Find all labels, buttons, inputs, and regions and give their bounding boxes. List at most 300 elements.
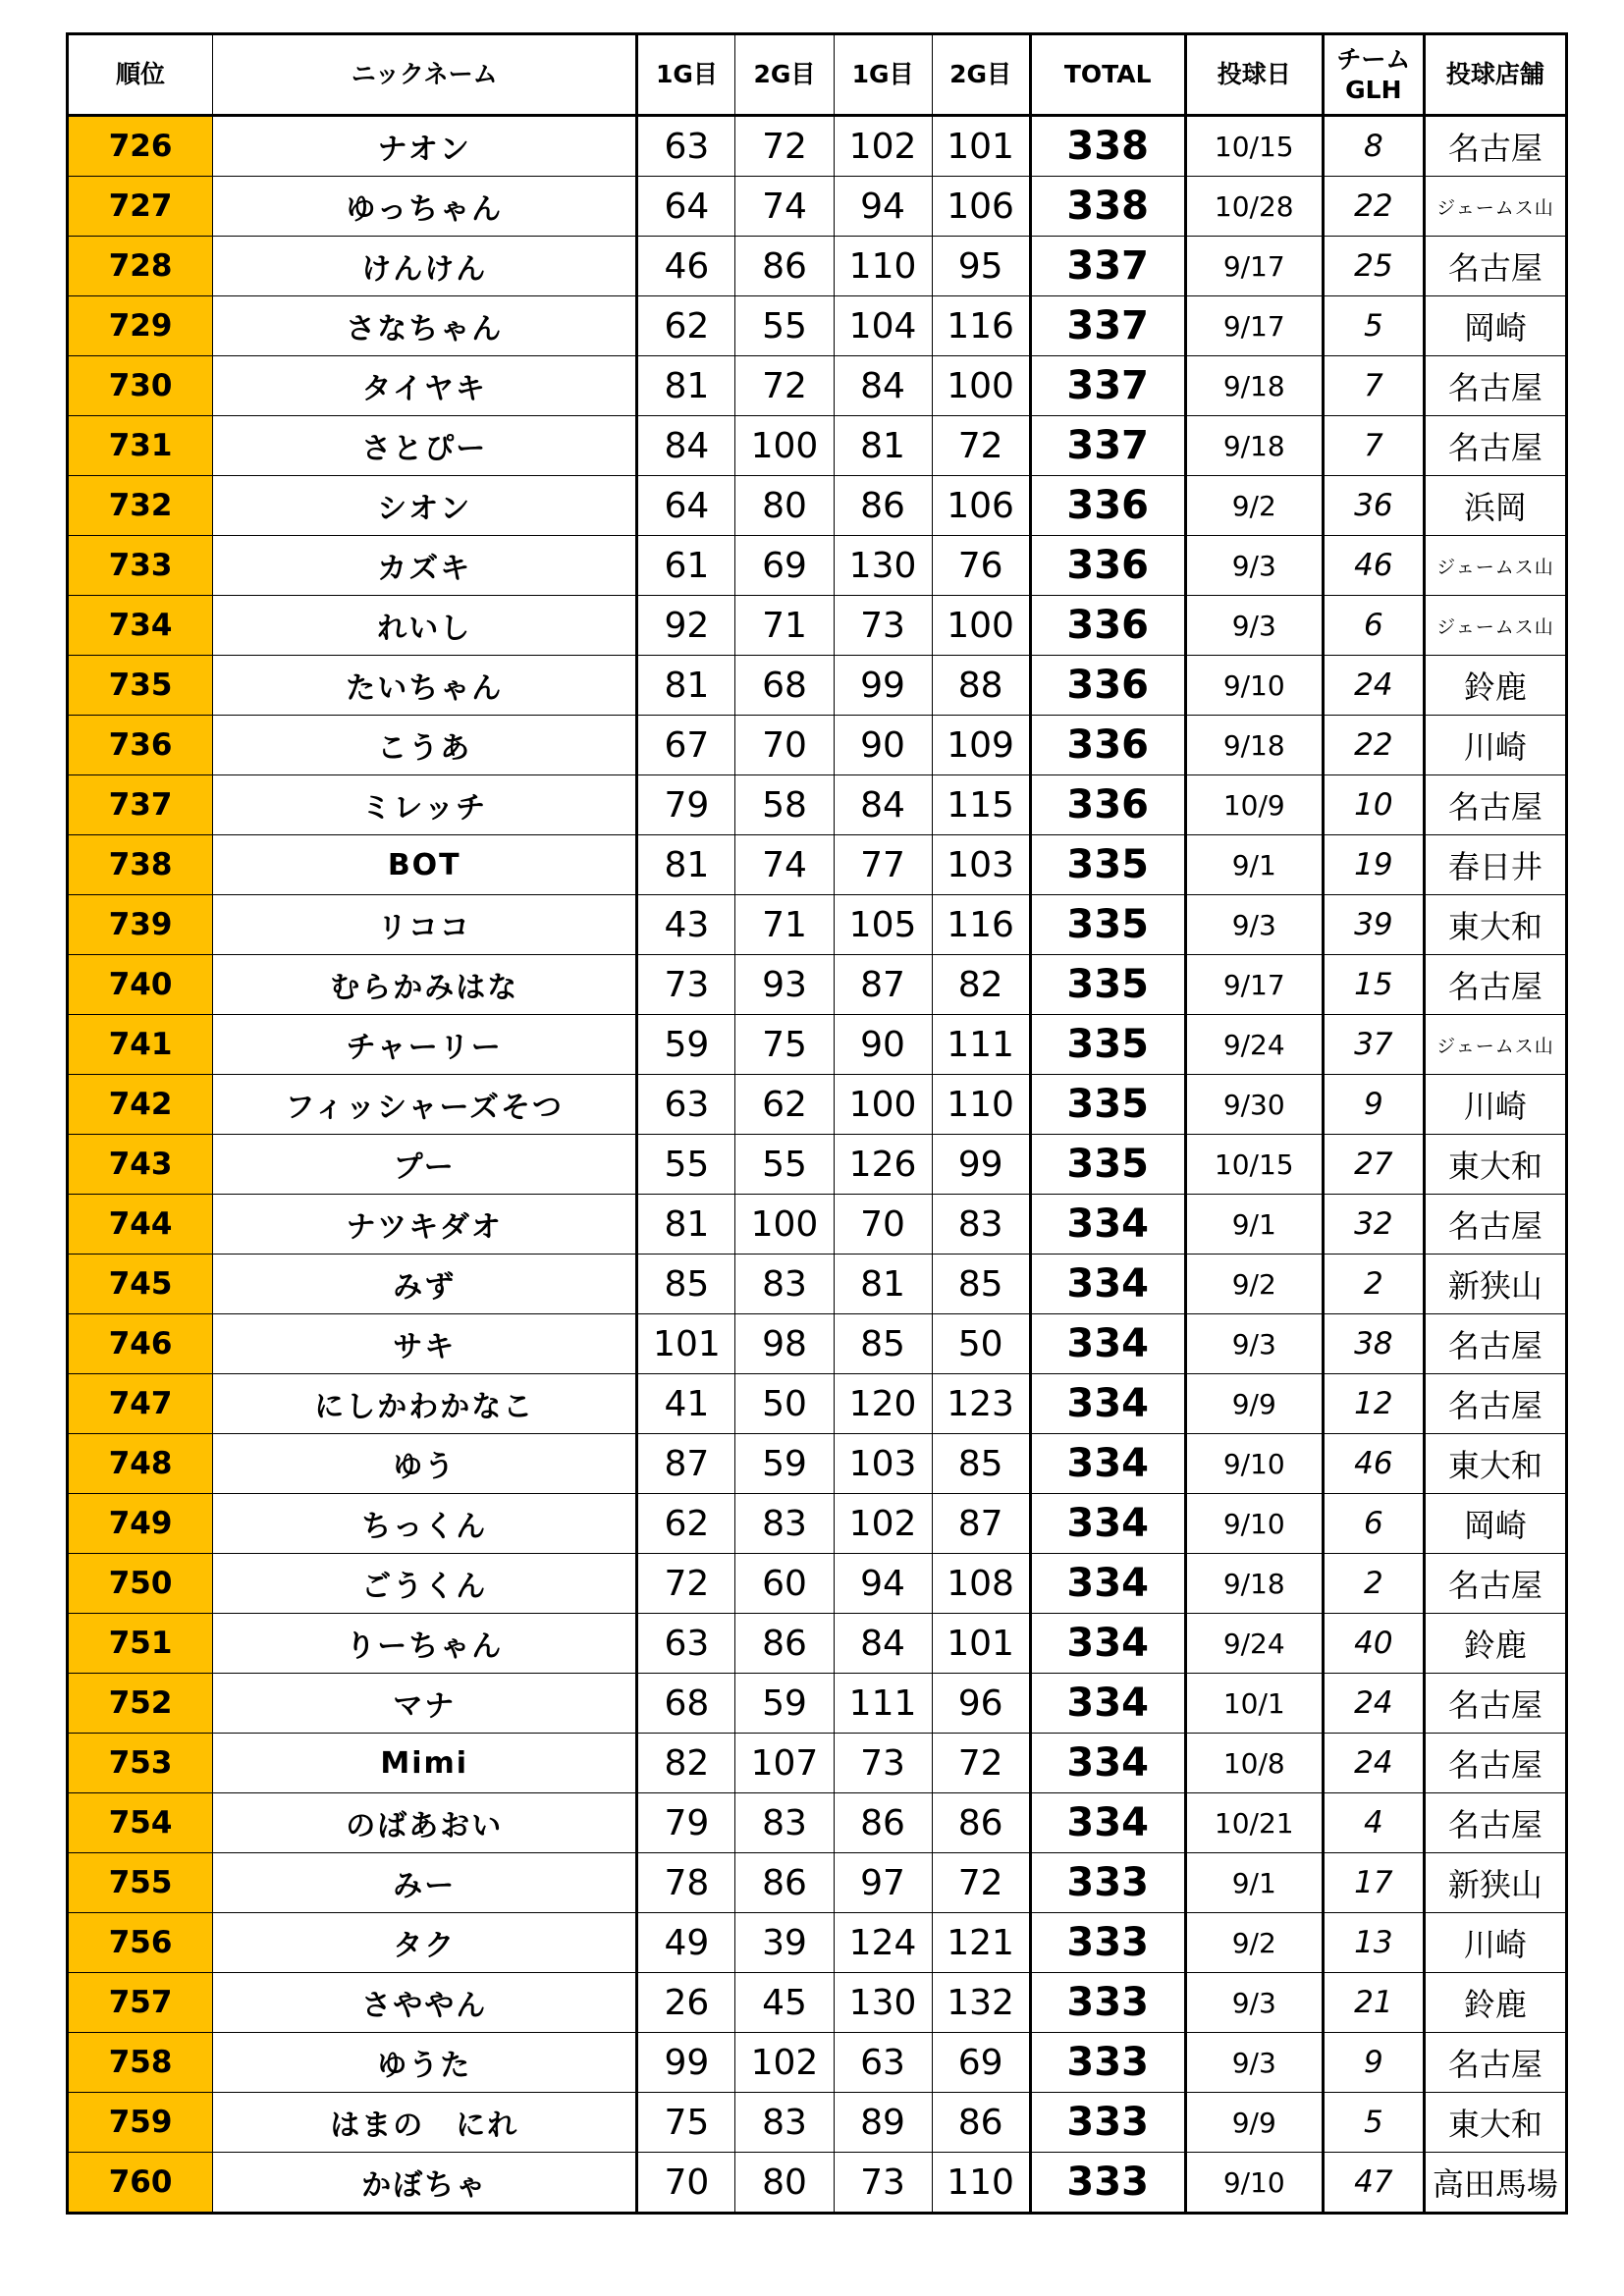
game1b-cell: 102 bbox=[834, 116, 932, 177]
game2a-cell: 72 bbox=[735, 116, 834, 177]
table-row bbox=[68, 596, 1567, 656]
game2b-cell: 100 bbox=[932, 596, 1030, 656]
total-cell: 337 bbox=[1030, 356, 1185, 416]
game1a-cell: 70 bbox=[637, 2153, 735, 2214]
table-row bbox=[68, 1434, 1567, 1494]
date-cell: 9/3 bbox=[1185, 2033, 1323, 2093]
game2b-cell: 101 bbox=[932, 116, 1030, 177]
store-cell: 岡崎 bbox=[1424, 296, 1566, 356]
rank-cell: 741 bbox=[68, 1015, 213, 1075]
date-cell: 9/10 bbox=[1185, 1434, 1323, 1494]
table-row bbox=[68, 1793, 1567, 1853]
game2a-cell: 59 bbox=[735, 1674, 834, 1734]
game1b-cell: 99 bbox=[834, 656, 932, 716]
table-row bbox=[68, 2093, 1567, 2153]
date-cell: 9/17 bbox=[1185, 296, 1323, 356]
game1b-cell: 84 bbox=[834, 356, 932, 416]
team-cell: 19 bbox=[1323, 835, 1424, 895]
total-cell: 333 bbox=[1030, 1853, 1185, 1913]
total-cell: 336 bbox=[1030, 476, 1185, 536]
game2a-cell: 69 bbox=[735, 536, 834, 596]
table-row bbox=[68, 416, 1567, 476]
total-cell: 336 bbox=[1030, 716, 1185, 775]
game2a-cell: 50 bbox=[735, 1374, 834, 1434]
rank-cell: 760 bbox=[68, 2153, 213, 2214]
table-row bbox=[68, 955, 1567, 1015]
game2b-cell: 85 bbox=[932, 1434, 1030, 1494]
nickname-cell: ゆう bbox=[213, 1434, 637, 1494]
total-cell: 333 bbox=[1030, 2033, 1185, 2093]
team-cell: 4 bbox=[1323, 1793, 1424, 1853]
game1b-cell: 94 bbox=[834, 177, 932, 237]
game1b-cell: 86 bbox=[834, 476, 932, 536]
game1b-cell: 84 bbox=[834, 1614, 932, 1674]
game2b-cell: 111 bbox=[932, 1015, 1030, 1075]
nickname-cell: ミレッチ bbox=[213, 775, 637, 835]
game2a-cell: 71 bbox=[735, 596, 834, 656]
store-cell: 新狭山 bbox=[1424, 1853, 1566, 1913]
nickname-cell: カズキ bbox=[213, 536, 637, 596]
store-cell: 東大和 bbox=[1424, 1135, 1566, 1195]
header-game1a: 1G目 bbox=[637, 34, 735, 116]
nickname-cell: タク bbox=[213, 1913, 637, 1973]
nickname-cell: リココ bbox=[213, 895, 637, 955]
nickname-cell: シオン bbox=[213, 476, 637, 536]
rank-cell: 731 bbox=[68, 416, 213, 476]
table-row bbox=[68, 1075, 1567, 1135]
game1b-cell: 87 bbox=[834, 955, 932, 1015]
store-cell: 名古屋 bbox=[1424, 775, 1566, 835]
game2a-cell: 74 bbox=[735, 835, 834, 895]
total-cell: 334 bbox=[1030, 1314, 1185, 1374]
team-cell: 22 bbox=[1323, 177, 1424, 237]
date-cell: 9/18 bbox=[1185, 356, 1323, 416]
game1b-cell: 90 bbox=[834, 1015, 932, 1075]
total-cell: 337 bbox=[1030, 237, 1185, 296]
total-cell: 333 bbox=[1030, 1973, 1185, 2033]
nickname-cell: Mimi bbox=[213, 1734, 637, 1793]
ranking-table bbox=[66, 32, 1568, 2215]
game2a-cell: 75 bbox=[735, 1015, 834, 1075]
game1b-cell: 104 bbox=[834, 296, 932, 356]
table-body bbox=[68, 116, 1567, 2214]
team-cell: 24 bbox=[1323, 1734, 1424, 1793]
game2a-cell: 86 bbox=[735, 1853, 834, 1913]
date-cell: 9/1 bbox=[1185, 1195, 1323, 1255]
team-cell: 8 bbox=[1323, 116, 1424, 177]
rank-cell: 726 bbox=[68, 116, 213, 177]
total-cell: 334 bbox=[1030, 1554, 1185, 1614]
store-cell: ジェームス山 bbox=[1424, 1015, 1566, 1075]
rank-cell: 746 bbox=[68, 1314, 213, 1374]
game2b-cell: 123 bbox=[932, 1374, 1030, 1434]
game1a-cell: 82 bbox=[637, 1734, 735, 1793]
date-cell: 9/18 bbox=[1185, 1554, 1323, 1614]
game1a-cell: 67 bbox=[637, 716, 735, 775]
game2b-cell: 110 bbox=[932, 2153, 1030, 2214]
table-row bbox=[68, 1674, 1567, 1734]
game2b-cell: 72 bbox=[932, 416, 1030, 476]
game2b-cell: 103 bbox=[932, 835, 1030, 895]
date-cell: 10/8 bbox=[1185, 1734, 1323, 1793]
game1b-cell: 105 bbox=[834, 895, 932, 955]
game1a-cell: 84 bbox=[637, 416, 735, 476]
date-cell: 10/9 bbox=[1185, 775, 1323, 835]
rank-cell: 747 bbox=[68, 1374, 213, 1434]
nickname-cell: サキ bbox=[213, 1314, 637, 1374]
game1a-cell: 46 bbox=[637, 237, 735, 296]
team-cell: 2 bbox=[1323, 1554, 1424, 1614]
team-cell: 15 bbox=[1323, 955, 1424, 1015]
date-cell: 10/28 bbox=[1185, 177, 1323, 237]
store-cell: 鈴鹿 bbox=[1424, 1973, 1566, 2033]
nickname-cell: さなちゃん bbox=[213, 296, 637, 356]
nickname-cell: むらかみはな bbox=[213, 955, 637, 1015]
table-row bbox=[68, 716, 1567, 775]
store-cell: 名古屋 bbox=[1424, 237, 1566, 296]
game1b-cell: 89 bbox=[834, 2093, 932, 2153]
total-cell: 335 bbox=[1030, 1075, 1185, 1135]
nickname-cell: BOT bbox=[213, 835, 637, 895]
game1a-cell: 63 bbox=[637, 116, 735, 177]
rank-cell: 748 bbox=[68, 1434, 213, 1494]
game1a-cell: 72 bbox=[637, 1554, 735, 1614]
total-cell: 334 bbox=[1030, 1674, 1185, 1734]
game1b-cell: 73 bbox=[834, 2153, 932, 2214]
total-cell: 336 bbox=[1030, 536, 1185, 596]
game2b-cell: 83 bbox=[932, 1195, 1030, 1255]
date-cell: 9/10 bbox=[1185, 2153, 1323, 2214]
header-rank: 順位 bbox=[68, 34, 213, 116]
game2a-cell: 62 bbox=[735, 1075, 834, 1135]
date-cell: 9/3 bbox=[1185, 1973, 1323, 2033]
team-cell: 46 bbox=[1323, 536, 1424, 596]
header-total: TOTAL bbox=[1030, 34, 1185, 116]
game2a-cell: 83 bbox=[735, 2093, 834, 2153]
team-cell: 36 bbox=[1323, 476, 1424, 536]
store-cell: 名古屋 bbox=[1424, 356, 1566, 416]
date-cell: 9/2 bbox=[1185, 476, 1323, 536]
team-cell: 7 bbox=[1323, 356, 1424, 416]
store-cell: ジェームス山 bbox=[1424, 596, 1566, 656]
game1b-cell: 84 bbox=[834, 775, 932, 835]
game1b-cell: 110 bbox=[834, 237, 932, 296]
header-store: 投球店舗 bbox=[1424, 34, 1566, 116]
table-row bbox=[68, 177, 1567, 237]
date-cell: 9/18 bbox=[1185, 716, 1323, 775]
total-cell: 336 bbox=[1030, 775, 1185, 835]
date-cell: 10/21 bbox=[1185, 1793, 1323, 1853]
game2b-cell: 76 bbox=[932, 536, 1030, 596]
game2a-cell: 86 bbox=[735, 1614, 834, 1674]
game1a-cell: 61 bbox=[637, 536, 735, 596]
header-team-line2: GLH bbox=[1345, 76, 1402, 104]
game2b-cell: 109 bbox=[932, 716, 1030, 775]
total-cell: 333 bbox=[1030, 2153, 1185, 2214]
game1a-cell: 81 bbox=[637, 835, 735, 895]
game1b-cell: 73 bbox=[834, 1734, 932, 1793]
game2b-cell: 116 bbox=[932, 895, 1030, 955]
game1a-cell: 99 bbox=[637, 2033, 735, 2093]
game2a-cell: 68 bbox=[735, 656, 834, 716]
total-cell: 334 bbox=[1030, 1434, 1185, 1494]
header-team bbox=[1323, 34, 1424, 116]
game1a-cell: 64 bbox=[637, 177, 735, 237]
game1b-cell: 85 bbox=[834, 1314, 932, 1374]
game2b-cell: 96 bbox=[932, 1674, 1030, 1734]
team-cell: 21 bbox=[1323, 1973, 1424, 2033]
header-team-line1: チーム bbox=[1336, 44, 1411, 74]
total-cell: 335 bbox=[1030, 1015, 1185, 1075]
nickname-cell: こうあ bbox=[213, 716, 637, 775]
rank-cell: 745 bbox=[68, 1255, 213, 1314]
team-cell: 9 bbox=[1323, 1075, 1424, 1135]
rank-cell: 734 bbox=[68, 596, 213, 656]
table-row bbox=[68, 1614, 1567, 1674]
game1a-cell: 62 bbox=[637, 296, 735, 356]
table-row bbox=[68, 835, 1567, 895]
game2b-cell: 121 bbox=[932, 1913, 1030, 1973]
team-cell: 6 bbox=[1323, 1494, 1424, 1554]
team-cell: 39 bbox=[1323, 895, 1424, 955]
game1b-cell: 124 bbox=[834, 1913, 932, 1973]
game2a-cell: 72 bbox=[735, 356, 834, 416]
game2b-cell: 85 bbox=[932, 1255, 1030, 1314]
date-cell: 9/24 bbox=[1185, 1015, 1323, 1075]
nickname-cell: ナツキダオ bbox=[213, 1195, 637, 1255]
team-cell: 32 bbox=[1323, 1195, 1424, 1255]
game2b-cell: 95 bbox=[932, 237, 1030, 296]
table-row bbox=[68, 1374, 1567, 1434]
store-cell: ジェームス山 bbox=[1424, 177, 1566, 237]
total-cell: 335 bbox=[1030, 1135, 1185, 1195]
total-cell: 338 bbox=[1030, 177, 1185, 237]
rank-cell: 730 bbox=[68, 356, 213, 416]
rank-cell: 728 bbox=[68, 237, 213, 296]
team-cell: 38 bbox=[1323, 1314, 1424, 1374]
total-cell: 333 bbox=[1030, 1913, 1185, 1973]
game2a-cell: 39 bbox=[735, 1913, 834, 1973]
game1b-cell: 130 bbox=[834, 1973, 932, 2033]
date-cell: 9/18 bbox=[1185, 416, 1323, 476]
total-cell: 336 bbox=[1030, 656, 1185, 716]
nickname-cell: ごうくん bbox=[213, 1554, 637, 1614]
game2b-cell: 132 bbox=[932, 1973, 1030, 2033]
nickname-cell: たいちゃん bbox=[213, 656, 637, 716]
table-row bbox=[68, 1255, 1567, 1314]
game2b-cell: 115 bbox=[932, 775, 1030, 835]
rank-cell: 758 bbox=[68, 2033, 213, 2093]
total-cell: 338 bbox=[1030, 116, 1185, 177]
game1a-cell: 59 bbox=[637, 1015, 735, 1075]
table-row bbox=[68, 356, 1567, 416]
game1b-cell: 63 bbox=[834, 2033, 932, 2093]
total-cell: 337 bbox=[1030, 296, 1185, 356]
game2a-cell: 83 bbox=[735, 1255, 834, 1314]
game2b-cell: 108 bbox=[932, 1554, 1030, 1614]
game1a-cell: 68 bbox=[637, 1674, 735, 1734]
team-cell: 13 bbox=[1323, 1913, 1424, 1973]
header-row bbox=[68, 34, 1567, 116]
game2a-cell: 80 bbox=[735, 476, 834, 536]
nickname-cell: みず bbox=[213, 1255, 637, 1314]
nickname-cell: さとぴー bbox=[213, 416, 637, 476]
team-cell: 46 bbox=[1323, 1434, 1424, 1494]
team-cell: 5 bbox=[1323, 296, 1424, 356]
team-cell: 24 bbox=[1323, 656, 1424, 716]
rank-cell: 732 bbox=[68, 476, 213, 536]
nickname-cell: りーちゃん bbox=[213, 1614, 637, 1674]
team-cell: 40 bbox=[1323, 1614, 1424, 1674]
game1b-cell: 81 bbox=[834, 416, 932, 476]
game2a-cell: 80 bbox=[735, 2153, 834, 2214]
nickname-cell: けんけん bbox=[213, 237, 637, 296]
team-cell: 6 bbox=[1323, 596, 1424, 656]
nickname-cell: はまの にれ bbox=[213, 2093, 637, 2153]
total-cell: 336 bbox=[1030, 596, 1185, 656]
store-cell: 鈴鹿 bbox=[1424, 656, 1566, 716]
date-cell: 9/9 bbox=[1185, 1374, 1323, 1434]
total-cell: 334 bbox=[1030, 1734, 1185, 1793]
rank-cell: 754 bbox=[68, 1793, 213, 1853]
game1a-cell: 79 bbox=[637, 775, 735, 835]
nickname-cell: のばあおい bbox=[213, 1793, 637, 1853]
store-cell: 名古屋 bbox=[1424, 1195, 1566, 1255]
store-cell: 東大和 bbox=[1424, 1434, 1566, 1494]
game1a-cell: 63 bbox=[637, 1075, 735, 1135]
total-cell: 337 bbox=[1030, 416, 1185, 476]
store-cell: 名古屋 bbox=[1424, 955, 1566, 1015]
rank-cell: 756 bbox=[68, 1913, 213, 1973]
date-cell: 9/3 bbox=[1185, 596, 1323, 656]
team-cell: 7 bbox=[1323, 416, 1424, 476]
game1a-cell: 81 bbox=[637, 356, 735, 416]
game1a-cell: 49 bbox=[637, 1913, 735, 1973]
nickname-cell: ゆっちゃん bbox=[213, 177, 637, 237]
store-cell: ジェームス山 bbox=[1424, 536, 1566, 596]
game2b-cell: 101 bbox=[932, 1614, 1030, 1674]
team-cell: 5 bbox=[1323, 2093, 1424, 2153]
table-row bbox=[68, 1734, 1567, 1793]
game2b-cell: 86 bbox=[932, 2093, 1030, 2153]
game2a-cell: 107 bbox=[735, 1734, 834, 1793]
team-cell: 25 bbox=[1323, 237, 1424, 296]
date-cell: 9/17 bbox=[1185, 955, 1323, 1015]
game1b-cell: 97 bbox=[834, 1853, 932, 1913]
table-row bbox=[68, 1195, 1567, 1255]
store-cell: 名古屋 bbox=[1424, 1674, 1566, 1734]
total-cell: 335 bbox=[1030, 835, 1185, 895]
table-row bbox=[68, 1913, 1567, 1973]
game2b-cell: 72 bbox=[932, 1734, 1030, 1793]
store-cell: 鈴鹿 bbox=[1424, 1614, 1566, 1674]
game2a-cell: 100 bbox=[735, 416, 834, 476]
game2b-cell: 106 bbox=[932, 177, 1030, 237]
team-cell: 10 bbox=[1323, 775, 1424, 835]
rank-cell: 742 bbox=[68, 1075, 213, 1135]
rank-cell: 749 bbox=[68, 1494, 213, 1554]
store-cell: 岡崎 bbox=[1424, 1494, 1566, 1554]
game2a-cell: 70 bbox=[735, 716, 834, 775]
game2a-cell: 45 bbox=[735, 1973, 834, 2033]
total-cell: 334 bbox=[1030, 1374, 1185, 1434]
date-cell: 9/1 bbox=[1185, 835, 1323, 895]
rank-cell: 737 bbox=[68, 775, 213, 835]
game2b-cell: 100 bbox=[932, 356, 1030, 416]
header-game2a: 2G目 bbox=[735, 34, 834, 116]
game2b-cell: 116 bbox=[932, 296, 1030, 356]
game2b-cell: 99 bbox=[932, 1135, 1030, 1195]
store-cell: 名古屋 bbox=[1424, 416, 1566, 476]
rank-cell: 738 bbox=[68, 835, 213, 895]
game1b-cell: 103 bbox=[834, 1434, 932, 1494]
store-cell: 川崎 bbox=[1424, 716, 1566, 775]
game1b-cell: 81 bbox=[834, 1255, 932, 1314]
date-cell: 9/1 bbox=[1185, 1853, 1323, 1913]
table-row bbox=[68, 2153, 1567, 2214]
table-row bbox=[68, 116, 1567, 177]
game2b-cell: 72 bbox=[932, 1853, 1030, 1913]
game1b-cell: 111 bbox=[834, 1674, 932, 1734]
nickname-cell: フィッシャーズそつ bbox=[213, 1075, 637, 1135]
table-row bbox=[68, 1135, 1567, 1195]
game1a-cell: 43 bbox=[637, 895, 735, 955]
date-cell: 9/9 bbox=[1185, 2093, 1323, 2153]
header-game1b: 1G目 bbox=[834, 34, 932, 116]
rank-cell: 751 bbox=[68, 1614, 213, 1674]
game1b-cell: 77 bbox=[834, 835, 932, 895]
game1b-cell: 90 bbox=[834, 716, 932, 775]
nickname-cell: さややん bbox=[213, 1973, 637, 2033]
game2b-cell: 106 bbox=[932, 476, 1030, 536]
game1b-cell: 120 bbox=[834, 1374, 932, 1434]
store-cell: 名古屋 bbox=[1424, 1374, 1566, 1434]
game1a-cell: 78 bbox=[637, 1853, 735, 1913]
total-cell: 334 bbox=[1030, 1494, 1185, 1554]
game1b-cell: 94 bbox=[834, 1554, 932, 1614]
game2a-cell: 98 bbox=[735, 1314, 834, 1374]
date-cell: 10/15 bbox=[1185, 116, 1323, 177]
game2a-cell: 58 bbox=[735, 775, 834, 835]
game2b-cell: 82 bbox=[932, 955, 1030, 1015]
game2a-cell: 55 bbox=[735, 1135, 834, 1195]
game2a-cell: 59 bbox=[735, 1434, 834, 1494]
game1b-cell: 86 bbox=[834, 1793, 932, 1853]
game1a-cell: 87 bbox=[637, 1434, 735, 1494]
game1a-cell: 41 bbox=[637, 1374, 735, 1434]
table-row bbox=[68, 1314, 1567, 1374]
rank-cell: 750 bbox=[68, 1554, 213, 1614]
team-cell: 37 bbox=[1323, 1015, 1424, 1075]
date-cell: 9/24 bbox=[1185, 1614, 1323, 1674]
store-cell: 川崎 bbox=[1424, 1913, 1566, 1973]
store-cell: 川崎 bbox=[1424, 1075, 1566, 1135]
game1b-cell: 126 bbox=[834, 1135, 932, 1195]
game1b-cell: 100 bbox=[834, 1075, 932, 1135]
date-cell: 9/3 bbox=[1185, 536, 1323, 596]
game1a-cell: 62 bbox=[637, 1494, 735, 1554]
total-cell: 335 bbox=[1030, 955, 1185, 1015]
game2a-cell: 83 bbox=[735, 1793, 834, 1853]
table-header bbox=[68, 34, 1567, 116]
game1a-cell: 81 bbox=[637, 656, 735, 716]
nickname-cell: ナオン bbox=[213, 116, 637, 177]
header-game2b: 2G目 bbox=[932, 34, 1030, 116]
nickname-cell: かぼちゃ bbox=[213, 2153, 637, 2214]
total-cell: 334 bbox=[1030, 1793, 1185, 1853]
table-row bbox=[68, 656, 1567, 716]
table-row bbox=[68, 296, 1567, 356]
